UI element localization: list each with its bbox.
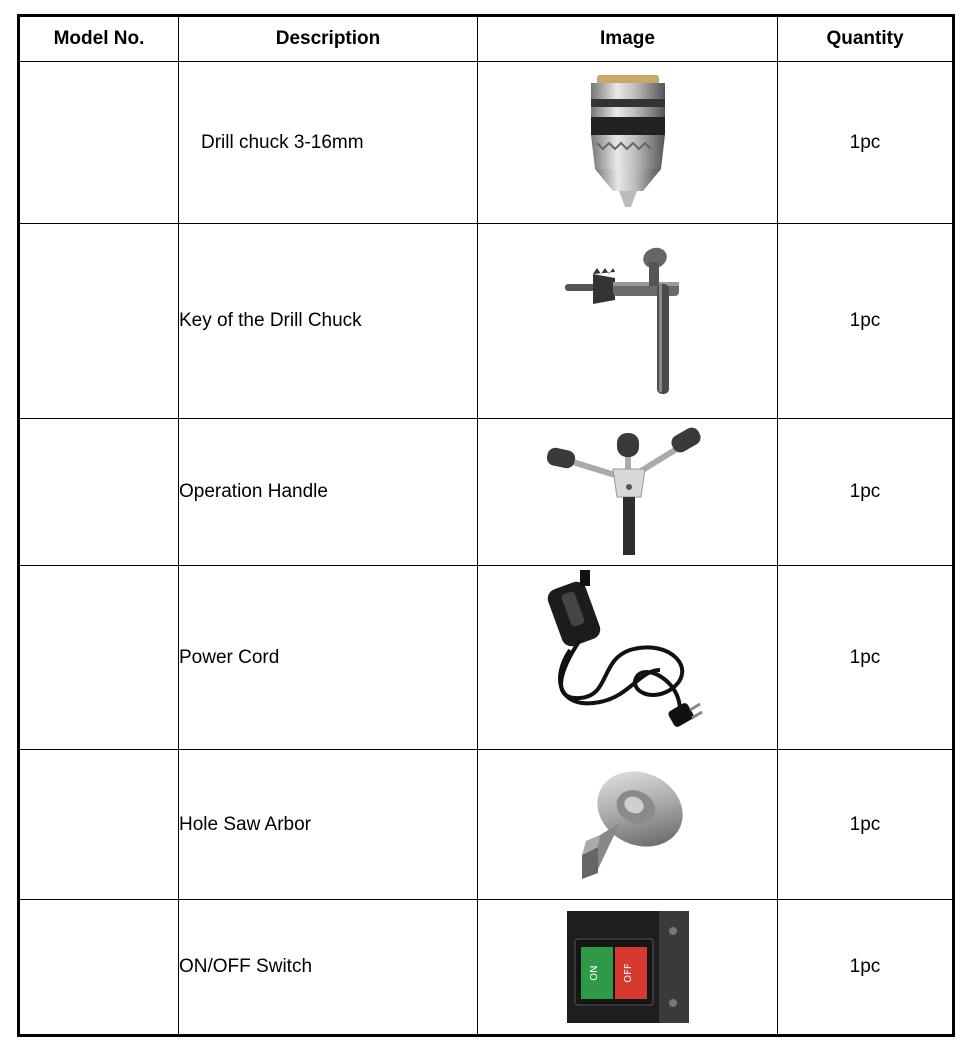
description-cell: Key of the Drill Chuck [179,224,478,419]
model-no-cell [19,419,179,566]
header-description: Description [179,16,478,62]
description-cell: ON/OFF Switch [179,900,478,1036]
image-cell [478,750,778,900]
on-off-switch-icon [567,911,689,1023]
table-row [19,566,954,750]
quantity-cell: 1pc [778,566,954,750]
table-row [19,419,954,566]
table-row [19,224,954,419]
image-cell [478,62,778,224]
parts-list-table [17,14,955,1037]
switch-on-label: ON [588,965,600,981]
image-cell [478,419,778,566]
model-no-cell [19,62,179,224]
model-no-cell [19,750,179,900]
quantity-cell: 1pc [778,419,954,566]
switch-off-label: OFF [622,963,634,983]
description-cell: Drill chuck 3-16mm [179,62,478,224]
quantity-cell: 1pc [778,62,954,224]
image-cell [478,900,778,1036]
quantity-cell: 1pc [778,224,954,419]
table-row [19,750,954,900]
hole-saw-arbor-icon [568,765,688,885]
description-cell: Hole Saw Arbor [179,750,478,900]
quantity-cell: 1pc [778,750,954,900]
image-cell [478,566,778,750]
power-cord-icon [540,570,715,745]
header-image: Image [478,16,778,62]
image-cell [478,224,778,419]
description-cell: Operation Handle [179,419,478,566]
table-row [19,62,954,224]
header-model-no: Model No. [19,16,179,62]
table-row [19,900,954,1036]
quantity-cell: 1pc [778,900,954,1036]
model-no-cell [19,224,179,419]
operation-handle-icon [543,427,713,557]
model-no-cell [19,900,179,1036]
drill-chuck-icon [583,73,673,213]
model-no-cell [19,566,179,750]
table-header-row [19,16,954,62]
description-cell: Power Cord [179,566,478,750]
header-quantity: Quantity [778,16,954,62]
chuck-key-icon [563,244,693,399]
